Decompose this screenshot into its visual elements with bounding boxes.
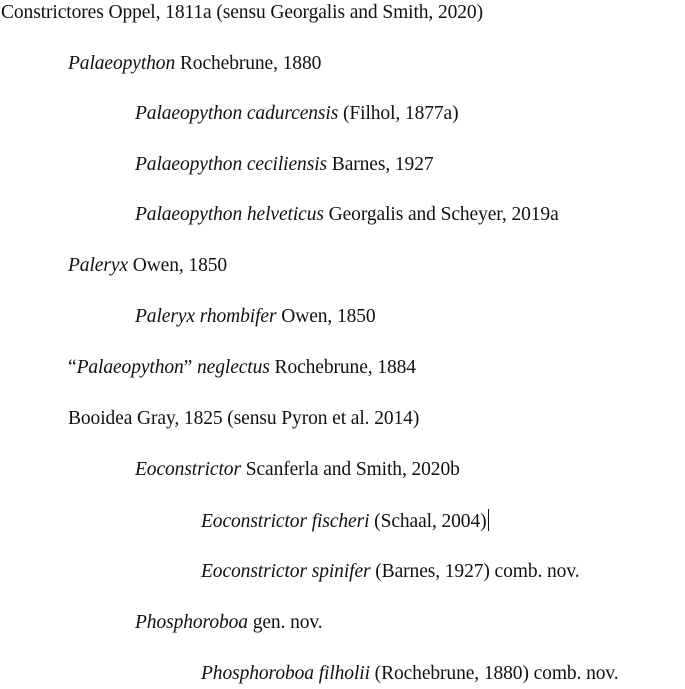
taxon-text: Booidea Gray, 1825 (sensu Pyron et al. 2014) [68, 408, 420, 429]
taxon-line[interactable] [135, 203, 559, 227]
taxon-line[interactable] [68, 52, 321, 76]
taxon-line[interactable] [68, 407, 419, 431]
taxon-genus-name: Palaeopython [76, 357, 184, 378]
taxon-species-epithet: neglectus [197, 357, 270, 378]
taxon-authority: (Rochebrune, 1880) comb. nov. [369, 663, 619, 684]
taxon-text: Constrictores Oppel, 1811a (sensu Georgalis and Smith, 2020) [1, 2, 483, 23]
taxon-authority: (Schaal, 2004) [369, 511, 487, 532]
taxon-line[interactable] [135, 458, 460, 482]
taxon-authority: Owen, 1850 [276, 306, 376, 327]
taxon-line[interactable] [135, 611, 323, 635]
taxon-line[interactable] [201, 560, 579, 584]
taxon-line[interactable] [135, 305, 376, 329]
taxon-authority: Rochebrune, 1884 [269, 357, 416, 378]
taxon-authority: (Filhol, 1877a) [338, 103, 459, 124]
text-cursor [488, 509, 489, 531]
taxon-genus-name: Palaeopython [68, 53, 176, 74]
taxon-genus-name: Paleryx [68, 255, 128, 276]
taxon-line[interactable] [1, 1, 483, 25]
taxon-authority: gen. nov. [247, 612, 323, 633]
taxon-species-name: Eoconstrictor fischeri [201, 511, 370, 532]
taxon-species-name: Palaeopython ceciliensis [135, 154, 328, 175]
taxon-line[interactable] [68, 254, 227, 278]
taxon-line[interactable] [135, 102, 458, 126]
taxon-genus-name: Phosphoroboa [135, 612, 248, 633]
taxon-genus-name: Eoconstrictor [135, 459, 241, 480]
taxon-authority: Scanferla and Smith, 2020b [240, 459, 460, 480]
close-quote: ” [183, 357, 198, 378]
open-quote: “ [68, 357, 77, 378]
taxon-line[interactable] [201, 509, 489, 534]
taxon-species-name: Eoconstrictor spinifer [201, 561, 371, 582]
taxon-species-name: Palaeopython helveticus [135, 204, 324, 225]
taxon-authority: Owen, 1850 [127, 255, 228, 276]
taxon-authority: Georgalis and Scheyer, 2019a [323, 204, 559, 225]
taxon-authority: Rochebrune, 1880 [175, 53, 322, 74]
taxon-line[interactable] [201, 662, 619, 686]
taxon-line[interactable] [135, 153, 434, 177]
taxon-species-name: Palaeopython cadurcensis [135, 103, 339, 124]
taxon-species-name: Paleryx rhombifer [135, 306, 277, 327]
taxon-authority: (Barnes, 1927) comb. nov. [370, 561, 580, 582]
taxon-authority: Barnes, 1927 [327, 154, 434, 175]
taxon-line[interactable] [68, 356, 416, 380]
taxon-species-name: Phosphoroboa filholii [201, 663, 370, 684]
